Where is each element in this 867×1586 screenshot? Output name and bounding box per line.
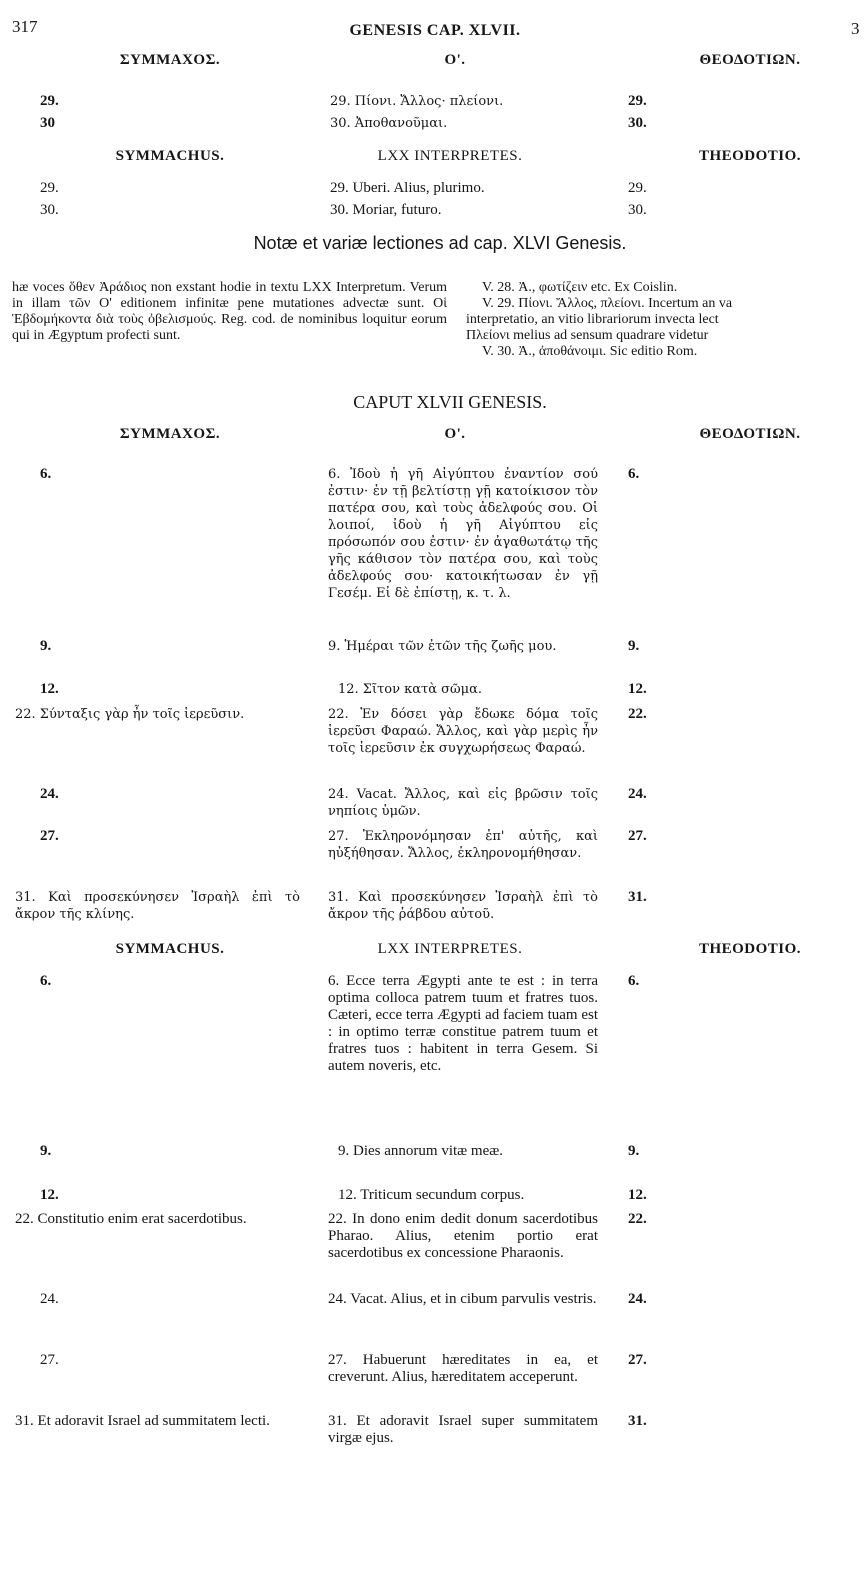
top-lat-t-29: 29. — [628, 180, 647, 196]
top-lat-o-30: 30. Moriar, futuro. — [330, 202, 442, 218]
lat-o-22: 22. In dono enim dedit donum sacerdotibus Pharao. Alius, etenim portio erat sacerdotibus ex concessione Pharaonis. — [328, 1211, 598, 1261]
page-number: 317 — [12, 17, 38, 36]
gr-s-24: 24. — [40, 786, 59, 802]
top-lat-s-29: 29. — [40, 180, 59, 196]
header-lxx-lat: LXX INTERPRETES. — [377, 148, 523, 164]
gr-s-22: 22. Σύνταξις γὰρ ἦν τοῖς ἱερεῦσιν. — [15, 707, 245, 722]
top-gr-s-30: 30 — [40, 115, 55, 131]
running-title: GENESIS CAP. XLVII. — [349, 22, 521, 39]
gr-o-6: 6. Ἰδοὺ ἡ γῆ Αἰγύπτου ἐναντίον σού ἐστιν· ἐν τῇ βελτίστῃ γῇ κατοίκισον τὸν πατέρα σου, καὶ τοὺς ἀδελφούς σου. Οἱ λοιποί, ἰδοὺ ἡ γῆ Αἰγύπτου εἰς πρόσωπόν σου ἐστιν· ἐν ἀγαθωτάτῳ τῆς γῆς κάθισον τὸν πατέρα σου, καὶ τοὺς ἀδελφούς σου· κατοικήτωσαν ἐν γῇ Γεσέμ. Εἰ δὲ ἐπίστῃ, κ. τ. λ. — [328, 467, 598, 601]
header-symmachus-lat: SYMMACHUS. — [115, 148, 225, 164]
gr-s-12: 12. — [40, 681, 59, 697]
lat-t-6: 6. — [628, 973, 640, 989]
ch-header-theodotion-gr: ΘΕΟΔΟΤΙΩΝ. — [699, 426, 801, 442]
note-line: V. 29. Πίονι. Ἄλλος, πλείονι. Incertum an va — [482, 296, 733, 311]
header-theodotion-lat: THEODOTIO. — [698, 148, 802, 164]
chapter-title: CAPUT XLVII GENESIS. — [353, 392, 547, 412]
lat-s-6: 6. — [40, 973, 52, 989]
gr-o-22: 22. Ἐν δόσει γὰρ ἔδωκε δόμα τοῖς ἱερεῦσι Φαραώ. Ἄλλος, καὶ γὰρ μερὶς ἦν τοῖς ἱερεῦσιν ἐκ συγχωρήσεως Φαραώ. — [328, 707, 598, 756]
top-gr-s-29: 29. — [40, 93, 59, 109]
lat-s-31: 31. Et adoravit Israel ad summitatem lecti. — [15, 1413, 270, 1429]
gr-t-9: 9. — [628, 638, 640, 654]
notes-title: Notæ et variæ lectiones ad cap. XLVI Genesis. — [253, 233, 627, 253]
lat-s-9: 9. — [40, 1143, 52, 1159]
gr-o-27: 27. Ἐκληρονόμησαν ἐπ' αὐτῆς, καὶ ηὐξήθησαν. Ἄλλος, ἐκληρονομήθησαν. — [328, 829, 598, 861]
gr-t-22: 22. — [628, 706, 647, 722]
lat-s-12: 12. — [40, 1187, 59, 1203]
ch-header-symmachus-lat: SYMMACHUS. — [115, 941, 225, 957]
top-lat-o-29: 29. Uberi. Alius, plurimo. — [330, 180, 485, 196]
header-symmachus-gr: ΣΥΜΜΑΧΟΣ. — [119, 52, 221, 68]
lat-o-31: 31. Et adoravit Israel super summitatem virgæ ejus. — [328, 1413, 598, 1446]
gr-s-31: 31. Καὶ προσεκύνησεν Ἰσραὴλ ἐπὶ τὸ ἄκρον τῆς κλίνης. — [15, 890, 300, 922]
lat-t-24: 24. — [628, 1291, 647, 1307]
notes-right — [466, 280, 866, 360]
lat-o-12: 12. Triticum secundum corpus. — [338, 1187, 525, 1203]
edge-char: 3 — [851, 19, 860, 38]
note-line: interpretatio, an vitio librariorum invecta lect — [466, 312, 719, 327]
lat-t-9: 9. — [628, 1143, 640, 1159]
gr-t-31: 31. — [628, 889, 647, 905]
gr-t-6: 6. — [628, 466, 640, 482]
top-gr-t-30: 30. — [628, 115, 647, 131]
lat-o-9: 9. Dies annorum vitæ meæ. — [338, 1143, 503, 1159]
top-gr-o-29: 29. Πίονι. Ἄλλος· πλείονι. — [330, 94, 504, 109]
top-gr-o-30: 30. Ἀποθανοῦμαι. — [330, 116, 448, 131]
lat-t-12: 12. — [628, 1187, 647, 1203]
ch-header-lxx-gr: Ο'. — [444, 426, 466, 442]
gr-t-24: 24. — [628, 786, 647, 802]
lat-s-27: 27. — [40, 1352, 59, 1368]
lat-o-24: 24. Vacat. Alius, et in cibum parvulis vestris. — [328, 1291, 597, 1307]
note-line: V. 30. Ἀ., ἀποθάνοιμι. Sic editio Rom. — [482, 344, 698, 359]
ch-header-theodotion-lat: THEODOTIO. — [698, 941, 802, 957]
gr-t-12: 12. — [628, 681, 647, 697]
note-line: V. 28. Ἀ., φωτίζειν etc. Ex Coislin. — [482, 280, 678, 295]
ch-header-symmachus-gr: ΣΥΜΜΑΧΟΣ. — [119, 426, 221, 442]
gr-o-12: 12. Σῖτον κατὰ σῶμα. — [338, 682, 482, 697]
gr-s-6: 6. — [40, 466, 52, 482]
lat-o-27: 27. Habuerunt hæreditates in ea, et creverunt. Alius, hæreditatem acceperunt. — [328, 1352, 598, 1385]
ch-header-lxx-lat: LXX INTERPRETES. — [377, 941, 523, 957]
gr-s-9: 9. — [40, 638, 52, 654]
top-gr-t-29: 29. — [628, 93, 647, 109]
lat-t-22: 22. — [628, 1211, 647, 1227]
gr-t-27: 27. — [628, 828, 647, 844]
lat-t-27: 27. — [628, 1352, 647, 1368]
gr-o-24: 24. Vacat. Ἄλλος, καὶ εἰς βρῶσιν τοῖς νηπίοις ὑμῶν. — [328, 787, 598, 819]
header-theodotion-gr: ΘΕΟΔΟΤΙΩΝ. — [699, 52, 801, 68]
lat-o-6: 6. Ecce terra Ægypti ante te est : in terra optima colloca patrem tuum et fratres tuos. Cæteri, ecce terra Ægypti ad faciem tuam est : in optimo terræ constitue patrem tuum et fratres tuos : habitent in terra Gesem. Si autem noveris, etc. — [328, 973, 598, 1074]
lat-s-22: 22. Constitutio enim erat sacerdotibus. — [15, 1211, 247, 1227]
gr-o-31: 31. Καὶ προσεκύνησεν Ἰσραὴλ ἐπὶ τὸ ἄκρον τῆς ῥάβδου αὐτοῦ. — [328, 890, 598, 922]
header-lxx-gr: Ο'. — [444, 52, 466, 68]
gr-s-27: 27. — [40, 828, 59, 844]
gr-o-9: 9. Ἡμέραι τῶν ἐτῶν τῆς ζωῆς μου. — [328, 639, 557, 654]
note-line: Πλείονι melius ad sensum quadrare videtur — [466, 328, 709, 343]
top-lat-s-30: 30. — [40, 202, 59, 218]
lat-s-24: 24. — [40, 1291, 59, 1307]
lat-t-31: 31. — [628, 1413, 647, 1429]
top-lat-t-30: 30. — [628, 202, 647, 218]
notes-left: hæ voces ὅθεν Ἀράδιος non exstant hodie in textu LXX Interpretum. Verum in illam τῶν Ο' editionem infinitæ pene mutationes advectæ sunt. Οἱ Ἑβδομήκοντα διὰ τοὺς ὀβελισμούς. Reg. cod. de nominibus loquitur eorum qui in Ægyptum profecti sunt. — [12, 280, 447, 343]
